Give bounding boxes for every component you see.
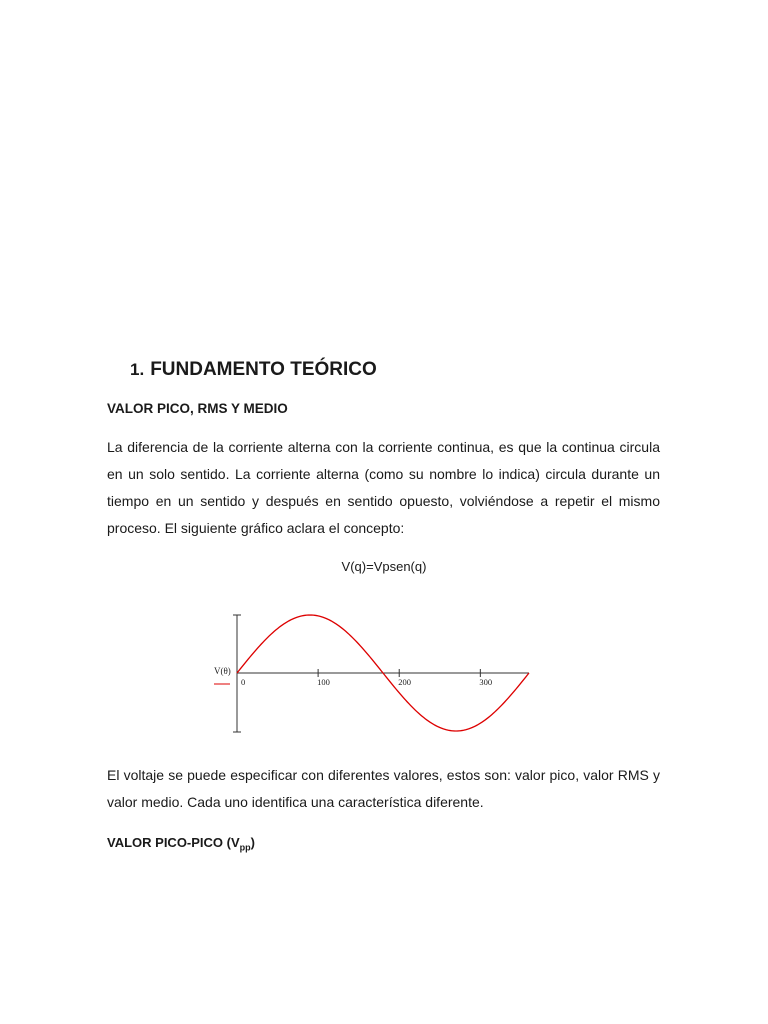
x-tick-label-200: 200	[398, 677, 411, 687]
chart-axes	[233, 615, 529, 732]
formula-caption: V(q)=Vpsen(q)	[341, 559, 427, 574]
sine-wave-chart	[200, 605, 540, 740]
intro-paragraph: La diferencia de la corriente alterna con la corriente continua, es que la continua circula en un solo sentido. La corriente alterna (como su nombre lo indica) circula durante un tiempo en un sentido y después en sentido opuesto, volviéndose a repetir el mismo proceso. El siguiente gráfico aclara el concepto:	[107, 439, 660, 536]
voltage-paragraph: El voltaje se puede especificar con diferentes valores, estos son: valor pico, valor RMS y valor medio. Cada uno identifica una característica diferente.	[107, 767, 660, 810]
x-tick-label-100: 100	[317, 677, 330, 687]
subsection2-subscript: pp	[239, 842, 251, 853]
section-title: FUNDAMENTO TEÓRICO	[150, 359, 377, 380]
subsection-heading-valor-pico-rms-medio: VALOR PICO, RMS Y MEDIO	[107, 401, 288, 416]
section-heading	[130, 359, 377, 381]
chart-labels	[214, 666, 492, 687]
y-axis-label: V(θ)	[214, 666, 231, 676]
subsection2-title: VALOR PICO-PICO (V	[107, 835, 240, 850]
subsection2-close: )	[250, 835, 255, 850]
x-tick-label-300: 300	[479, 677, 493, 687]
subsection-heading-valor-pico-pico	[107, 835, 255, 853]
section-number: 1.	[130, 360, 145, 379]
x-tick-label-0: 0	[241, 677, 246, 687]
